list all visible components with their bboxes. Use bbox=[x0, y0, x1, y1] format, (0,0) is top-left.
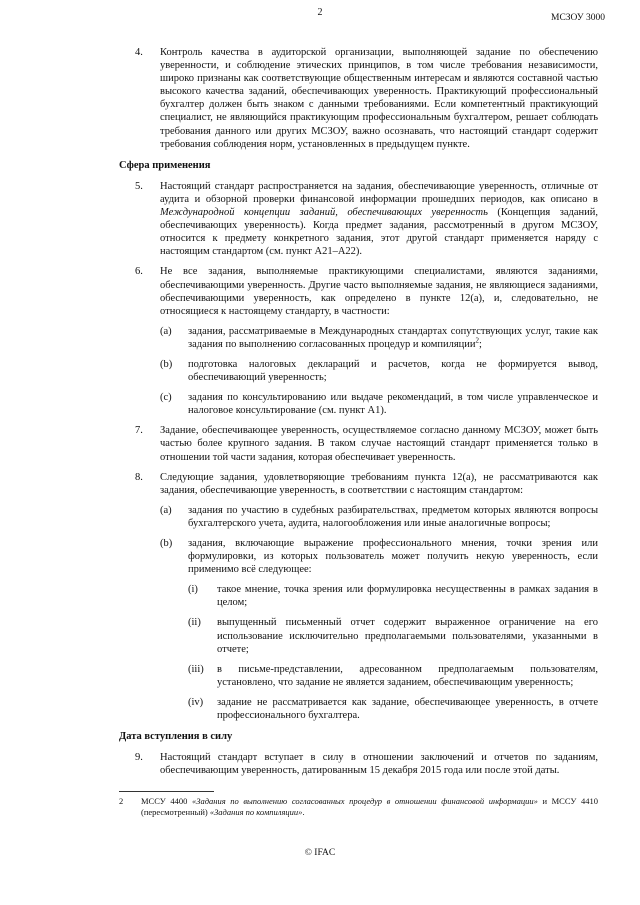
list-text: задания, включающие выражение профессионального мнения, точки зрения или формулировки, из которых пользователь может получить некую уверенность, если применимо всё следующее: bbox=[188, 538, 598, 576]
paragraph-number: 9. bbox=[135, 752, 143, 764]
sublist-item bbox=[0, 583, 640, 609]
list-label: (b) bbox=[160, 538, 173, 549]
footnote-number: 2 bbox=[119, 796, 124, 806]
footnote-ref[interactable]: 2 bbox=[475, 336, 480, 345]
list-label: (ii) bbox=[188, 617, 201, 629]
italic-title: «Задания по компиляции» bbox=[209, 807, 303, 817]
list-item bbox=[0, 358, 640, 384]
italic-title: «Задания по выполнению согласованных процедур в отношении финансовой информации» bbox=[192, 796, 538, 806]
text-run: Настоящий стандарт распространяется на задания, обеспечивающие уверенность, отличные от аудита и обзорной проверки финансовой информации прошедших периодов, как описано в bbox=[160, 180, 598, 205]
list-text: выпущенный письменный отчет содержит выраженное ограничение на его использование исключительно предполагаемыми пользователями, указанными в отчете; bbox=[217, 617, 598, 655]
paragraph-number: 8. bbox=[135, 471, 143, 483]
paragraph-8 bbox=[0, 471, 640, 497]
list-label: (a) bbox=[160, 504, 172, 516]
paragraph-4 bbox=[0, 46, 640, 151]
paragraph-text: Задание, обеспечивающее уверенность, осуществляемое согласно данному МСЗОУ, может быть частью более крупного задания. В таком случае настоящий стандарт применяется только в отношении той части задания, которая обеспечивает уверенность. bbox=[160, 425, 598, 463]
sublist-item bbox=[0, 696, 640, 722]
paragraph-6 bbox=[0, 265, 640, 317]
list-text: подготовка налоговых деклараций и расчетов, когда не формируется вывод, обеспечивающий уверенность; bbox=[188, 358, 598, 384]
list-label: (i) bbox=[188, 584, 198, 596]
list-text: задания по консультированию или выдаче рекомендаций, в том числе управленческое и налоговое консультирование (см. пункт A1). bbox=[188, 392, 598, 417]
sublist-item bbox=[0, 663, 640, 689]
text-run: . bbox=[302, 807, 305, 817]
list-text: задания по участию в судебных разбирательствах, предметом которых являются вопросы бухгалтерского учета, аудита, налогообложения или иные аналогичные вопросы; bbox=[188, 504, 598, 529]
list-label: (iii) bbox=[188, 663, 204, 675]
list-text: в письме-представлении, адресованном предполагаемым пользователям, установлено, что задание не является заданием, обеспечивающим уверенность; bbox=[217, 663, 598, 688]
copyright-footer: © IFAC bbox=[304, 848, 336, 858]
standard-label: МСЗОУ 3000 bbox=[551, 13, 605, 23]
text-run: и МССУ 4410 (пересмотренный) bbox=[141, 796, 598, 817]
list-item bbox=[0, 504, 640, 530]
paragraph-number: 5. bbox=[135, 180, 143, 192]
paragraph-text: Следующие задания, удовлетворяющие требованиям пункта 12(a), не рассматриваются как задания, обеспечивающие уверенность, в соответствии с настоящим стандартом: bbox=[160, 471, 598, 496]
list-text: задание не рассматривается как задание, обеспечивающее уверенность, в отчете профессионального бухгалтера. bbox=[217, 696, 598, 722]
list-text bbox=[188, 325, 598, 351]
sublist-item bbox=[0, 616, 640, 655]
paragraph-text: Не все задания, выполняемые практикующими специалистами, являются заданиями, обеспечивающими уверенность. Другие часто выполняемые задания, не являющиеся заданиями, обеспечивающими уверенность, как определено в пункте 12(a), и, следовательно, не относящиеся к настоящему стандарту, в частности: bbox=[160, 266, 598, 317]
paragraph-number: 7. bbox=[135, 425, 143, 437]
list-label: (c) bbox=[160, 392, 172, 404]
footnote-text bbox=[141, 796, 598, 818]
paragraph-number: 4. bbox=[135, 47, 143, 58]
list-item bbox=[0, 325, 640, 351]
paragraph-text: Контроль качества в аудиторской организации, выполняющей задание по обеспечению уверенности, и соблюдение этических принципов, в том числе требования независимости, широко признаны как соответствующие общественным интересам и являются составной частью высокого качества заданий, обеспечивающих уверенность. Практикующий профессиональный бухгалтер должен быть знаком с данными требованиями. Если компетентный практикующий специалист, не являющийся практикующим профессиональным бухгалтером, решает соблюдать требования данного или других МСЗОУ, важно осознавать, что настоящий стандарт содержит требования соблюдения норм, установленных в предыдущем пункте. bbox=[160, 47, 598, 150]
page-number: 2 bbox=[317, 7, 323, 18]
paragraph-5 bbox=[0, 180, 640, 259]
text-run: МССУ 4400 bbox=[141, 796, 192, 806]
section-heading-scope: Сфера применения bbox=[119, 159, 211, 171]
footnote-divider bbox=[119, 791, 214, 792]
document-body bbox=[0, 46, 640, 784]
list-item bbox=[0, 391, 640, 417]
text-run: (Концепция заданий, обеспечивающих уверенность). Когда предмет задания, рассмотренный в другом МСЗОУ, относится к предмету конкретного задания, этот другой стандарт применяется наряду с настоящим стандартом (см. пункт A21–A22). bbox=[160, 207, 598, 258]
list-label: (a) bbox=[160, 325, 172, 337]
italic-title: Международной концепции заданий, обеспечивающих уверенность bbox=[160, 207, 488, 219]
paragraph-number: 6. bbox=[135, 266, 143, 278]
text-run: задания, рассматриваемые в Международных стандартах сопутствующих услуг, такие как задания по выполнению согласованных процедур и компиляции bbox=[188, 325, 598, 350]
paragraph-text bbox=[160, 180, 598, 259]
list-label: (b) bbox=[160, 358, 173, 370]
text-run: ; bbox=[479, 338, 482, 350]
footnote bbox=[119, 796, 598, 818]
list-item bbox=[0, 537, 640, 576]
list-text: такое мнение, точка зрения или формулировка несущественны в рамках задания в целом; bbox=[217, 584, 598, 609]
paragraph-7 bbox=[0, 424, 640, 463]
paragraph-9 bbox=[0, 751, 640, 777]
paragraph-text: Настоящий стандарт вступает в силу в отношении заключений и отчетов по заданиям, обеспечивающим уверенность, датированным 15 декабря 2015 года или после этой даты. bbox=[160, 752, 598, 777]
list-label: (iv) bbox=[188, 696, 204, 708]
section-heading-effective-date: Дата вступления в силу bbox=[119, 731, 233, 743]
